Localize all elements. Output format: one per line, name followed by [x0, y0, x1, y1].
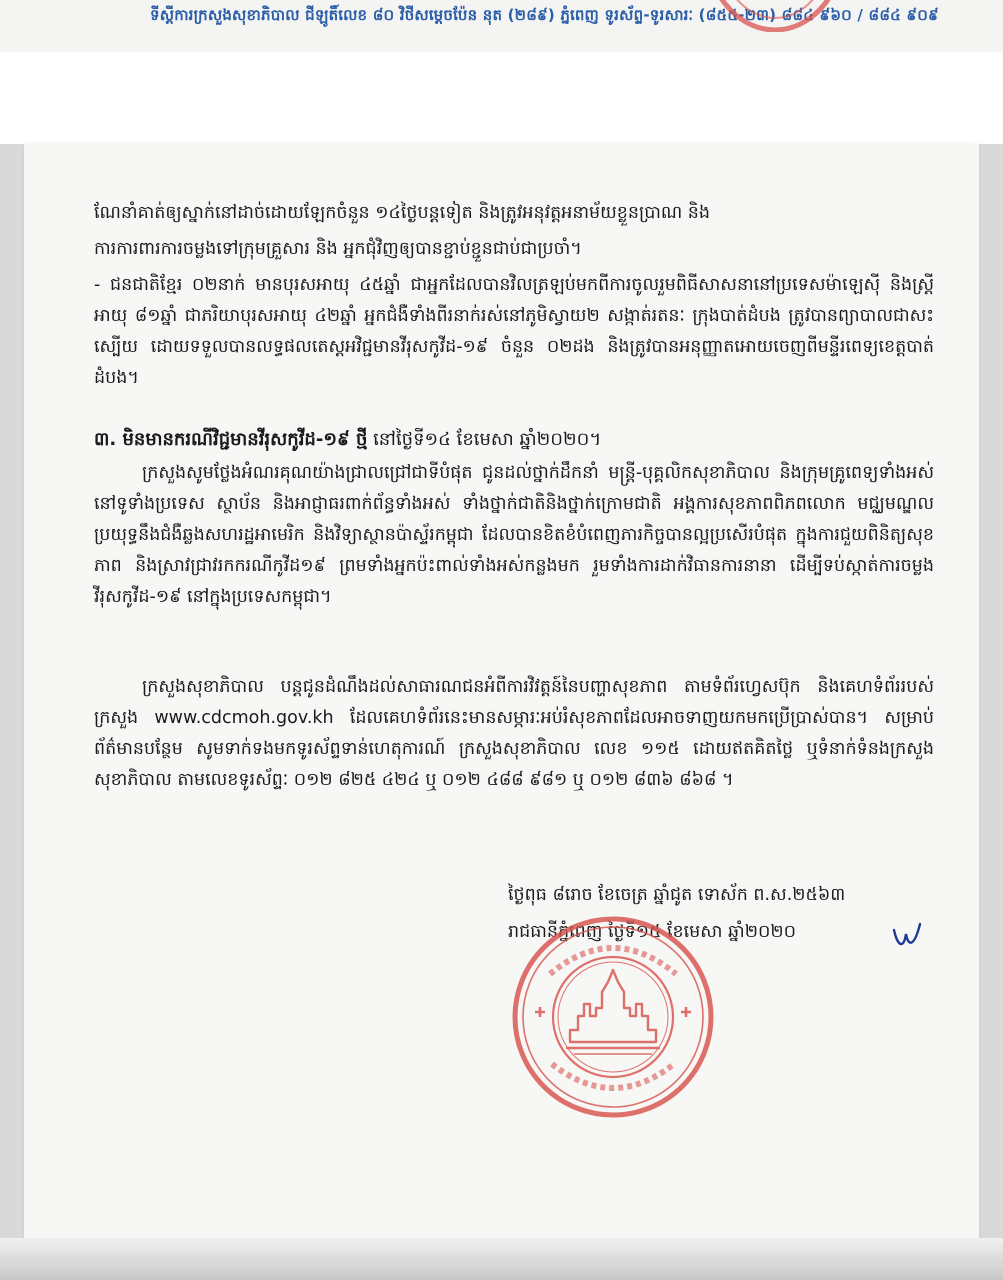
solar-date: រាជធានីភ្នំពេញ ថ្ងៃទី១៥ ខែមេសា ឆ្នាំ២០២០ [508, 922, 796, 942]
section-3-bold-title: ៣. មិនមានករណីវិជ្ជមានវីរុសកូវីដ-១៩ ថ្មី [94, 429, 368, 450]
section-3-date: នៅថ្ងៃទី១៤ ខែមេសា ឆ្នាំ២០២០។ [367, 429, 602, 450]
recovered-cases-paragraph: - ជនជាតិខ្មែរ ០២នាក់ មានបុរសអាយុ ៤៥ឆ្នាំ ជាអ្នកដែលបានវិលត្រឡប់មកពីការចូលរួមពិធីសាសនានៅប្រទេសម៉ាឡេស៊ី និងស្ត្រីអាយុ ៨១ឆ្នាំ ជាភរិយាបុរសអាយុ ៤២ឆ្នាំ អ្នកជំងឺទាំងពីរនាក់រស់នៅភូមិស្វាយ២ សង្កាត់រតនៈ ក្រុងបាត់ដំបង ត្រូវបានព្យាបាលជាសះស្បើយ ដោយទទួលបានលទ្ធផលតេស្តអវិជ្ជមានវីរុសកូវីដ-១៩ ចំនួន ០២ដង និងត្រូវបានអនុញ្ញាតអោយចេញពីមន្ទីរពេទ្យខេត្តបាត់ដំបង។ [94, 275, 934, 388]
ministry-address-footer: ទីស្តីការក្រសួងសុខាភិបាល ជីឡូតិ៍លេខ ៨០ វិថីសម្តេចប៉ែន នុត (២៨៩) ភ្នំពេញ ទូរស័ព្ទ-ទូរសារៈ (៨៥៥-២៣) ៨៨៤ ៩៦០ / ៨៨៤ ៩០៩ [150, 6, 939, 24]
lunar-date: ថ្ងៃពុធ ៨រោច ខែចេត្រ ឆ្នាំជូត ទោស័ក ព.ស.២៥៦៣ [508, 885, 846, 905]
ministry-seal-icon [508, 912, 718, 1122]
bottom-shadow [0, 1238, 1003, 1280]
previous-page-seal-icon [700, 0, 850, 32]
page-gap [0, 52, 1003, 144]
info-paragraph: ក្រសួងសុខាភិបាល បន្តជូនដំណឹងដល់សាធារណជនអំពីការវិវត្តន៍នៃបញ្ហាសុខភាព តាមទំព័រហ្វេសប៊ុក និងគេហទំព័ររបស់ក្រសួង www.cdcmoh.gov.kh ដែលគេហទំព័រនេះមានសម្ភារៈអប់រំសុខភាពដែលអាចទាញយកមកប្រើប្រាស់បាន។ សម្រាប់ព័ត៌មានបន្ថែម សូមទាក់ទងមកទូរស័ព្ទទាន់ហេតុការណ៍ ក្រសួងសុខាភិបាល លេខ ១១៥ ដោយឥតគិតថ្លៃ ឬទំនាក់ទំនងក្រសួងសុខាភិបាល តាមលេខទូរស័ព្ទៈ ០១២ ៨២៥ ៤២៤ ឬ ០១២ ៤៨៨ ៩៨១ ឬ ០១២ ៨៣៦ ៨៦៨ ។ [94, 677, 934, 790]
intro-line-1: ណែនាំគាត់ឲ្យស្នាក់នៅដាច់ដោយឡែកចំនួន ១៤ថ្ងៃបន្តទៀត និងត្រូវអនុវត្តអនាម័យខ្លួនប្រាណ និង [94, 203, 711, 223]
signature-icon [890, 920, 924, 954]
previous-page-footer-area [0, 0, 1003, 52]
intro-line-2: ការការពារការចម្លងទៅក្រុមគ្រួសារ និង អ្នកជុំវិញឲ្យបានខ្ជាប់ខ្ជួនជាប់ជាប្រចាំ។ [94, 239, 582, 259]
thanks-paragraph: ក្រសួងសូមថ្លែងអំណរគុណយ៉ាងជ្រាលជ្រៅជាទីបំផុត ជូនដល់ថ្នាក់ដឹកនាំ មន្ត្រី-បុគ្គលិកសុខាភិបាល និងក្រុមគ្រូពេទ្យទាំងអស់នៅទូទាំងប្រទេស ស្ថាប័ន និងអាជ្ញាធរពាក់ព័ន្ធទាំងអស់ ទាំងថ្នាក់ជាតិនិងថ្នាក់ក្រោមជាតិ អង្គការសុខភាពពិភពលោក មជ្ឈមណ្ឌលប្រយុទ្ធនឹងជំងឺឆ្លងសហរដ្ឋអាមេរិក និងវិទ្យាស្ថានប៉ាស្ទ័រកម្ពុជា ដែលបានខិតខំបំពេញភារកិច្ចបានល្អប្រសើរបំផុត ក្នុងការជួយពិនិត្យសុខភាព និងស្រាវជ្រាវរកករណីកូវីដ១៩ ព្រមទាំងអ្នកប៉ះពាល់ទាំងអស់កន្លងមក រួមទាំងការដាក់វិធានការនានា ដើម្បីទប់ស្កាត់ការចម្លងវីរុសកូវីដ-១៩ នៅក្នុងប្រទេសកម្ពុជា។ [94, 463, 934, 607]
section-3-heading [94, 424, 601, 455]
